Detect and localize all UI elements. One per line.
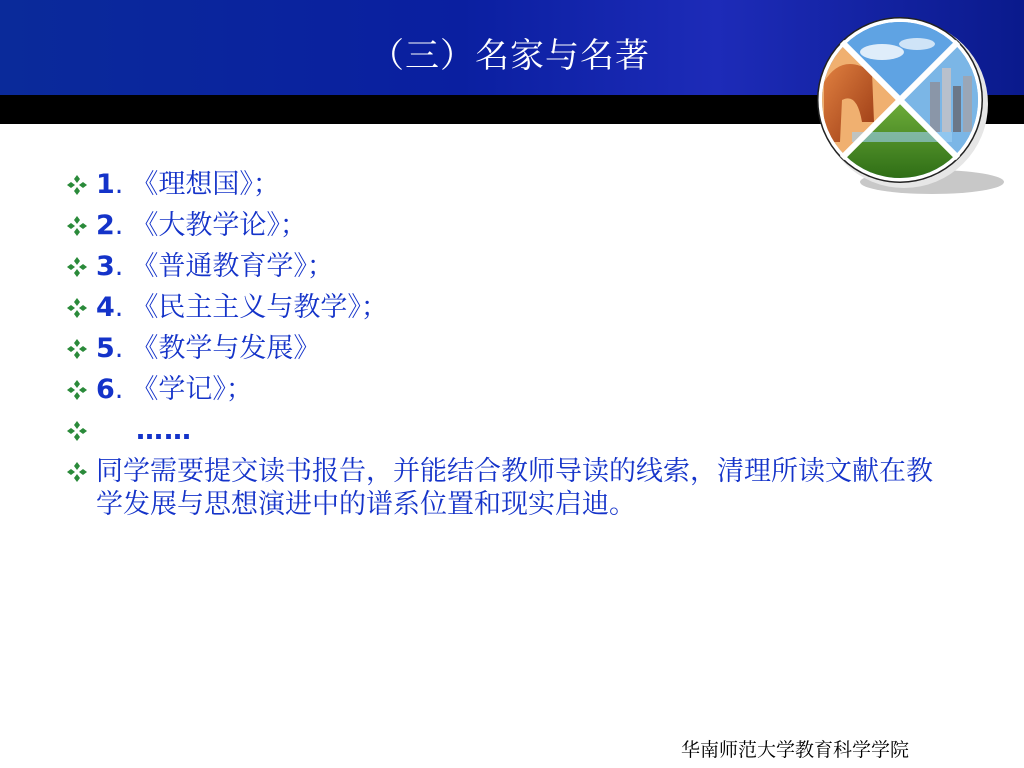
book-title: 《民主主义与教学》； [131, 292, 388, 323]
book-title: 《教学与发展》 [131, 333, 321, 364]
list-item: 4 . 《民主主义与教学》； [66, 287, 936, 328]
four-diamond-bullet-icon [66, 328, 96, 369]
footer-institution: 华南师范大学教育科学学院 [681, 739, 910, 761]
four-diamond-bullet-icon [66, 164, 96, 205]
book-title: 《学记》； [131, 374, 253, 405]
list-item: 1 . 《理想国》； [66, 164, 936, 205]
four-diamond-bullet-icon [66, 287, 96, 328]
slide-title: （三）名家与名著 [370, 36, 650, 76]
list-item: 6 . 《学记》； [66, 369, 936, 410]
list-item: 2 . 《大教学论》； [66, 205, 936, 246]
book-title: 《理想国》； [131, 169, 280, 200]
four-diamond-bullet-icon [66, 369, 96, 410]
book-title: 《普通教育学》； [131, 251, 334, 282]
book-title: 《大教学论》； [131, 210, 307, 241]
four-diamond-bullet-icon [66, 246, 96, 287]
four-diamond-bullet-icon [66, 205, 96, 246]
list-item-ellipsis [66, 410, 936, 451]
list-item-paragraph [66, 451, 936, 521]
bullet-list [66, 164, 936, 521]
assignment-paragraph: 同学需要提交读书报告，并能结合教师导读的线索，清理所读文献在教学发展与思想演进中的谱系位置和现实启迪。 [96, 456, 933, 520]
four-diamond-bullet-icon [66, 410, 96, 451]
four-diamond-bullet-icon [66, 451, 96, 492]
list-item: 3 . 《普通教育学》； [66, 246, 936, 287]
ellipsis-text: …… [136, 415, 192, 446]
list-item: 5 . 《教学与发展》 [66, 328, 936, 369]
